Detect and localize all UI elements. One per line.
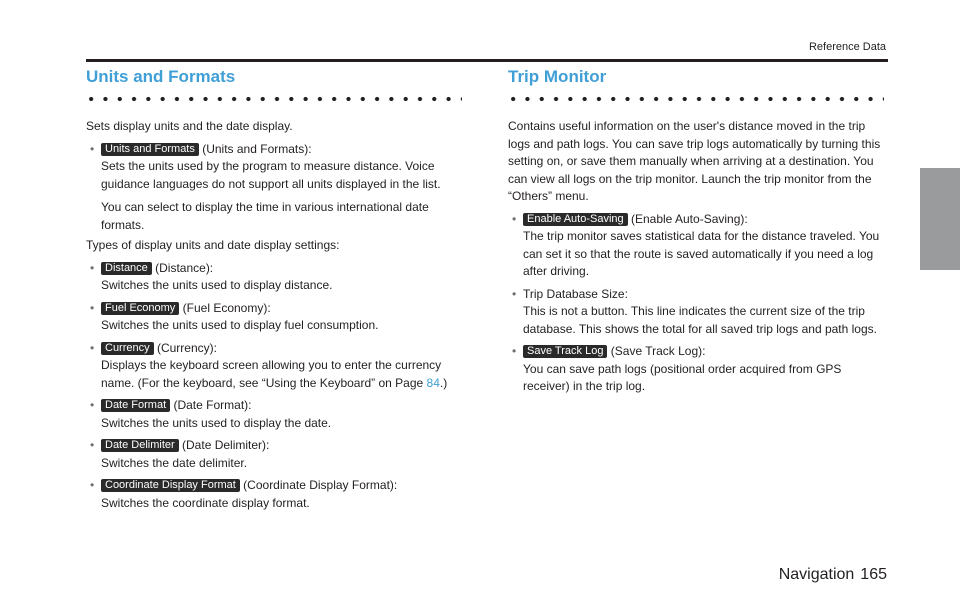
- list-item-distance: [86, 260, 468, 295]
- list-item-units-and-formats: [86, 141, 468, 235]
- page-number: 165: [860, 566, 887, 583]
- item-description: Switches the units used to display the date.: [101, 415, 332, 430]
- list-item-save-track-log: [508, 343, 890, 396]
- item-description: Switches the date delimiter.: [101, 455, 248, 470]
- bullet-dot: •: [512, 286, 517, 301]
- item-description: Switches the coordinate display format.: [101, 495, 310, 510]
- bullet-dot: •: [90, 300, 95, 315]
- item-description: This is not a button. This line indicates the current size of the trip database. This shows the total for all saved trip logs and path logs.: [523, 304, 877, 336]
- item-suffix: (Distance):: [151, 260, 214, 275]
- page-footer: [773, 566, 887, 584]
- item-suffix: (Enable Auto-Saving):: [627, 211, 748, 226]
- section-title-units-and-formats: Units and Formats: [86, 67, 236, 86]
- bullet-dot: •: [90, 438, 95, 452]
- list-item-fuel-economy: [86, 300, 468, 335]
- bullet-dot: •: [90, 340, 95, 355]
- bullet-dot: •: [90, 398, 95, 412]
- enable-auto-saving-button[interactable]: Enable Auto-Saving: [523, 213, 628, 226]
- list-item-coordinate-display-format: [86, 477, 468, 512]
- bullet-dot: •: [90, 141, 95, 156]
- coordinate-display-format-button[interactable]: Coordinate Display Format: [101, 479, 240, 492]
- item-suffix: (Save Track Log):: [607, 344, 706, 358]
- units-and-formats-button[interactable]: Units and Formats: [101, 143, 199, 156]
- list-item-trip-database-size: [508, 286, 890, 339]
- list-item-date-format: [86, 397, 468, 432]
- trip-database-size-label: Trip Database Size:: [523, 286, 628, 301]
- units-and-formats-column: [86, 66, 468, 512]
- list-item-enable-auto-saving: [508, 211, 890, 281]
- distance-button[interactable]: Distance: [101, 262, 152, 275]
- item-suffix: (Date Delimiter):: [178, 438, 270, 452]
- date-delimiter-button[interactable]: Date Delimiter: [101, 439, 179, 452]
- list-item-currency: [86, 340, 468, 393]
- item-suffix: (Units and Formats):: [198, 141, 312, 156]
- bullet-dot: •: [512, 344, 517, 358]
- trip-monitor-intro: Contains useful information on the user's distance moved in the trip logs and path logs. You can save trip logs automatically by turning this setting on, or save them manually when arriving at a destination. You can view all logs on the trip monitor. Launch the trip monitor from the “Others” menu.: [508, 119, 881, 203]
- item-suffix: (Coordinate Display Format):: [239, 478, 398, 492]
- item-description: [101, 357, 468, 392]
- currency-desc-end: .): [439, 375, 448, 390]
- currency-button[interactable]: Currency: [101, 342, 154, 355]
- footer-chapter-name: Navigation: [778, 566, 855, 583]
- item-description: Sets the units used by the program to measure distance. Voice guidance languages do not support all units displayed in the list.: [101, 159, 441, 191]
- bullet-dot: •: [512, 211, 517, 226]
- top-rule: [86, 59, 888, 62]
- dotted-divider: [508, 92, 884, 106]
- item-description: The trip monitor saves statistical data for the distance traveled. You can set it so that the route is saved automatically if you need a log after driving.: [523, 229, 880, 278]
- bullet-dot: •: [90, 478, 95, 492]
- item-suffix: (Date Format):: [170, 398, 252, 412]
- dotted-divider: [86, 92, 462, 106]
- currency-desc-text: Displays the keyboard screen allowing you to enter the currency name. (For the keyboard, see “Using the Keyboard” on Page: [101, 358, 442, 390]
- date-format-button[interactable]: Date Format: [101, 399, 170, 412]
- page-reference-link[interactable]: 84: [426, 375, 440, 390]
- item-description-2: You can select to display the time in various international date formats.: [101, 200, 429, 232]
- item-description: Switches the units used to display fuel consumption.: [101, 318, 379, 332]
- types-intro: Types of display units and date display settings:: [86, 238, 340, 252]
- save-track-log-button[interactable]: Save Track Log: [523, 345, 607, 358]
- fuel-economy-button[interactable]: Fuel Economy: [101, 302, 179, 315]
- units-intro: Sets display units and the date display.: [86, 119, 293, 133]
- item-description: Switches the units used to display distance.: [101, 278, 333, 292]
- section-header-label: Reference Data: [808, 41, 886, 53]
- bullet-dot: •: [90, 260, 95, 275]
- item-suffix: (Fuel Economy):: [179, 300, 271, 315]
- chapter-side-tab: [920, 168, 960, 270]
- list-item-date-delimiter: [86, 437, 468, 472]
- section-title-trip-monitor: Trip Monitor: [508, 67, 607, 86]
- item-suffix: (Currency):: [153, 340, 217, 355]
- item-description: You can save path logs (positional order acquired from GPS receiver) in the trip log.: [523, 361, 842, 393]
- trip-monitor-column: [508, 66, 890, 396]
